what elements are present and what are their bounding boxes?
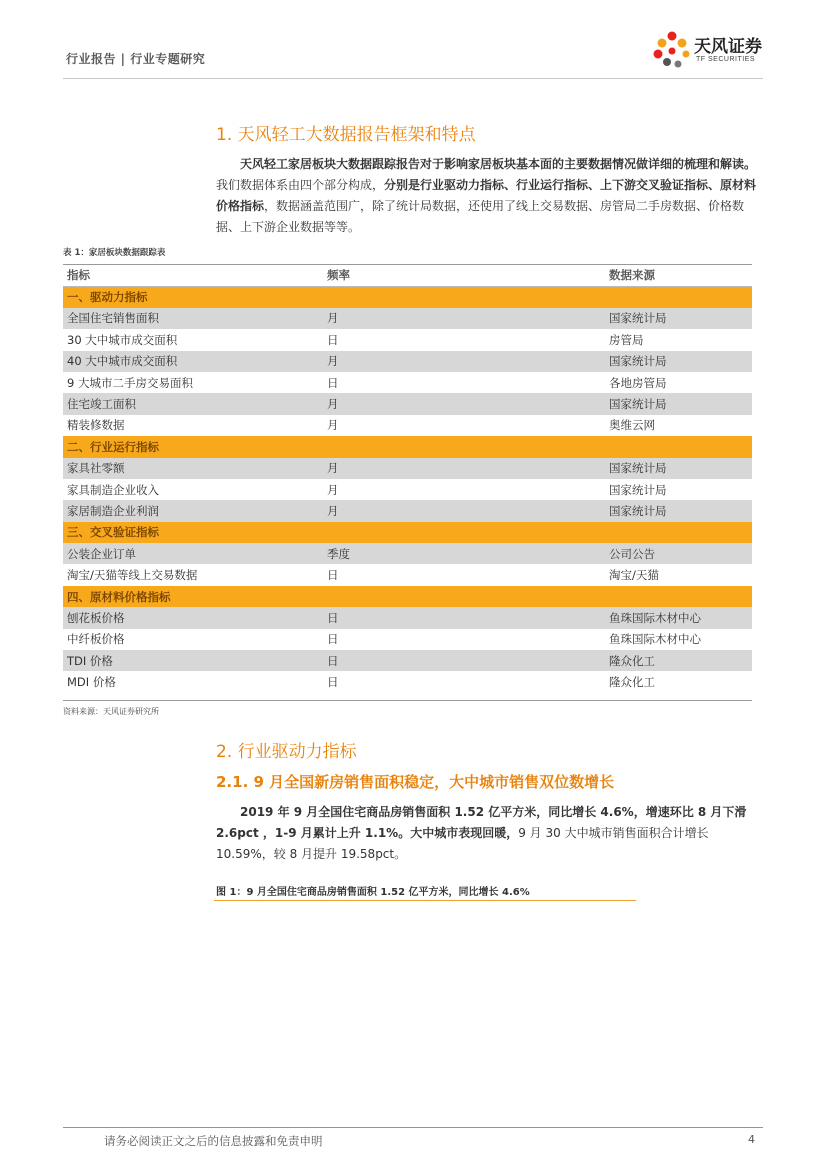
table-cell: 国家统计局: [605, 351, 752, 372]
table-section-empty: [323, 436, 605, 457]
logo-english-name: TF SECURITIES: [696, 56, 756, 63]
table-cell: 鱼珠国际木材中心: [605, 607, 752, 628]
table-cell: 季度: [323, 543, 605, 564]
logo-chinese-name: 天风证券: [694, 37, 762, 57]
table-source: 资料来源：天风证券研究所: [63, 707, 159, 716]
para2-normal: 9 月 30 大中城市销售面积合计增长 10.59%，较 8 月提升 19.58pct。: [216, 826, 709, 861]
table-cell: 国家统计局: [605, 458, 752, 479]
table-cell: MDI 价格: [63, 671, 323, 692]
table-section-row: [63, 436, 752, 457]
table-cell: 国家统计局: [605, 308, 752, 329]
table-cell: 家居制造企业利润: [63, 500, 323, 521]
table-header-row: [63, 265, 752, 286]
table-header-cell: 频率: [323, 265, 605, 286]
table-cell: 隆众化工: [605, 671, 752, 692]
table-section-label: 四、原材料价格指标: [63, 586, 323, 607]
table-cell: 30 大中城市成交面积: [63, 329, 323, 350]
table-section-empty: [605, 436, 752, 457]
table-section-row: [63, 286, 752, 307]
table-cell: 全国住宅销售面积: [63, 308, 323, 329]
table-bottom-rule: [63, 700, 752, 701]
table-cell: 国家统计局: [605, 393, 752, 414]
table-row: [63, 500, 752, 521]
table-section-empty: [323, 286, 605, 307]
table-row: [63, 308, 752, 329]
table-cell: 日: [323, 372, 605, 393]
para-normal-1: 我们数据体系由四个部分构成，: [216, 178, 385, 192]
table-header-cell: 数据来源: [605, 265, 752, 286]
page-number: 4: [748, 1133, 755, 1146]
table-cell: 日: [323, 564, 605, 585]
table-section-label: 三、交叉验证指标: [63, 522, 323, 543]
table-row: [63, 458, 752, 479]
para-bold-2: 分别是行业驱动力指标、行业运行指标、上下游交叉验证指标、原材料价格指标: [216, 178, 757, 213]
table-row: [63, 372, 752, 393]
figure-caption: 图 1：9 月全国住宅商品房销售面积 1.52 亿平方米，同比增长 4.6%: [216, 887, 530, 898]
table-row: [63, 650, 752, 671]
table-cell: 家具制造企业收入: [63, 479, 323, 500]
section-1-paragraph: [216, 154, 764, 238]
table-section-label: 一、驱动力指标: [63, 286, 323, 307]
table-section-row: [63, 586, 752, 607]
table-row: [63, 564, 752, 585]
table-row: [63, 351, 752, 372]
table-section-empty: [605, 522, 752, 543]
table-row: [63, 543, 752, 564]
table-cell: 日: [323, 629, 605, 650]
table-cell: 住宅竣工面积: [63, 393, 323, 414]
table-row: [63, 479, 752, 500]
table-row: [63, 607, 752, 628]
table-row: [63, 629, 752, 650]
table-section-row: [63, 522, 752, 543]
table-cell: 月: [323, 415, 605, 436]
table-cell: 9 大城市二手房交易面积: [63, 372, 323, 393]
table-row: [63, 671, 752, 692]
para2-bold-1: 2019 年 9 月全国住宅商品房销售面积 1.52 亿平方米，同比增长 4.6%，增速环比 8 月下滑 2.6pct ，1-9 月累计上升 1.1%。: [216, 805, 747, 840]
table-header-cell: 指标: [63, 265, 323, 286]
tf-securities-logo: [650, 28, 770, 76]
table-cell: 月: [323, 393, 605, 414]
table-cell: 公装企业订单: [63, 543, 323, 564]
table-row: [63, 415, 752, 436]
table-cell: 月: [323, 458, 605, 479]
section-2-1-title: 2.1. 9 月全国新房销售面积稳定，大中城市销售双位数增长: [216, 773, 615, 791]
table-cell: 鱼珠国际木材中心: [605, 629, 752, 650]
table-cell: 刨花板价格: [63, 607, 323, 628]
table-section-empty: [605, 286, 752, 307]
logo-mark-icon: [650, 28, 694, 72]
table-cell: 房管局: [605, 329, 752, 350]
data-tracking-table: [63, 265, 752, 693]
table-cell: 日: [323, 329, 605, 350]
table-section-empty: [605, 586, 752, 607]
para-bold-1: 天风轻工家居板块大数据跟踪报告对于影响家居板块基本面的主要数据情况做详细的梳理和解读。: [240, 157, 757, 171]
table-caption: 表 1：家居板块数据跟踪表: [63, 248, 166, 258]
table-cell: 各地房管局: [605, 372, 752, 393]
table-cell: 日: [323, 607, 605, 628]
table-cell: 精装修数据: [63, 415, 323, 436]
table-cell: 中纤板价格: [63, 629, 323, 650]
footer-disclaimer: 请务必阅读正文之后的信息披露和免责申明: [104, 1134, 323, 1148]
table-section-empty: [323, 586, 605, 607]
para2-bold-2: 大中城市表现回暖，: [410, 826, 519, 840]
table-cell: 淘宝/天猫: [605, 564, 752, 585]
table-cell: 月: [323, 479, 605, 500]
table-cell: 40 大中城市成交面积: [63, 351, 323, 372]
table-section-empty: [323, 522, 605, 543]
table-row: [63, 329, 752, 350]
footer-divider: [63, 1127, 763, 1128]
table-cell: 月: [323, 351, 605, 372]
table-cell: 国家统计局: [605, 500, 752, 521]
table-cell: 淘宝/天猫等线上交易数据: [63, 564, 323, 585]
header-divider: [63, 78, 763, 79]
table-cell: 月: [323, 500, 605, 521]
section-1-title: 1. 天风轻工大数据报告框架和特点: [216, 125, 476, 145]
para-normal-2: ，数据涵盖范围广，除了统计局数据，还使用了线上交易数据、房管局二手房数据、价格数据、上下游企业数据等等。: [216, 199, 745, 234]
table-cell: 奥维云网: [605, 415, 752, 436]
section-2-paragraph: [216, 802, 764, 865]
table-cell: 日: [323, 650, 605, 671]
section-2-title: 2. 行业驱动力指标: [216, 742, 357, 762]
table-cell: 家具社零额: [63, 458, 323, 479]
table-row: [63, 393, 752, 414]
figure-rule: [214, 900, 636, 901]
table-cell: 月: [323, 308, 605, 329]
table-cell: 国家统计局: [605, 479, 752, 500]
table-cell: 公司公告: [605, 543, 752, 564]
table-cell: 隆众化工: [605, 650, 752, 671]
report-category-tag: 行业报告 | 行业专题研究: [66, 52, 206, 66]
table-cell: 日: [323, 671, 605, 692]
table-cell: TDI 价格: [63, 650, 323, 671]
table-section-label: 二、行业运行指标: [63, 436, 323, 457]
